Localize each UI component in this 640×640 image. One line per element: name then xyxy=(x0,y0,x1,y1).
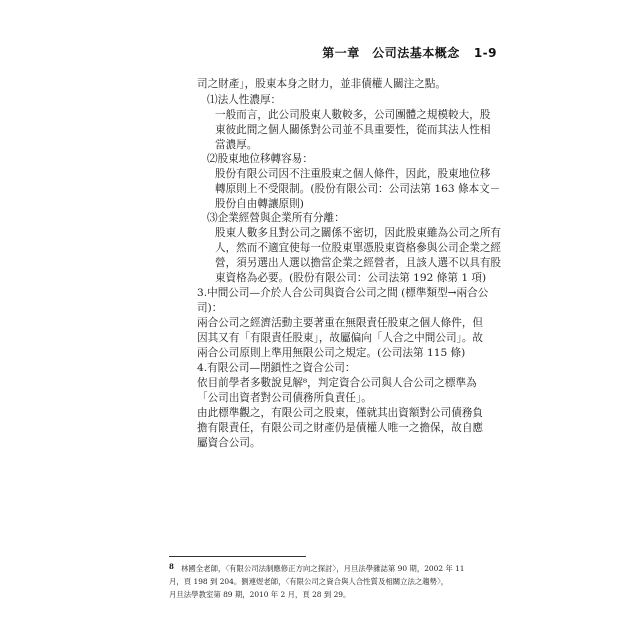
body-line: 屬資合公司。 xyxy=(197,437,261,449)
body-line: 「公司出資者對公司債務所負責任」。 xyxy=(197,392,372,404)
body-line: 依目前學者多數說見解⁸，判定資合公司與人合公司之標準為 xyxy=(197,377,477,389)
body-line: 司)： xyxy=(197,302,223,314)
footnote-line: 月旦法學教室第 89 期，2010 年 2 月，頁 28 到 29。 xyxy=(169,590,351,599)
footnote-line: 月，頁 198 到 204。劉連煜老師，〈有限公司之資合與人合性質及相關立法之趨勢〉， xyxy=(169,577,449,586)
body-line: 擔有限責任，有限公司之財產仍是債權人唯一之擔保，故自應 xyxy=(197,422,484,434)
body-line: 司之財產」，股東本身之財力，並非債權人關注之點。 xyxy=(197,78,446,90)
body-line: ⑵股東地位移轉容易： xyxy=(207,153,313,165)
body-line: 營，須另選出人選以擔當企業之經營者，且該人選不以具有股 xyxy=(215,257,502,269)
body-line: 股東人數多且對公司之關係不密切，因此股東雖為公司之所有 xyxy=(215,227,502,239)
body-line: 人，然而不適宜使每一位股東單憑股東資格參與公司企業之經 xyxy=(215,242,502,254)
footnote-divider xyxy=(169,556,306,557)
body-line: ⑴法人性濃厚： xyxy=(207,94,282,106)
footnote-marker: 8 xyxy=(169,562,174,571)
body-line: 東彼此間之個人關係對公司並不具重要性，從而其法人性相 xyxy=(215,124,491,136)
body-line: 一般而言，此公司股東人數較多，公司團體之規模較大，股 xyxy=(215,109,491,121)
chapter-title: 第一章 公司法基本概念 xyxy=(322,46,460,60)
page-number: 1-9 xyxy=(473,46,497,60)
body-line: 東資格為必要。(股份有限公司：公司法第 192 條第 1 項) xyxy=(215,272,487,284)
body-line: 因其又有「有限責任股東」，故屬偏向「人合之中間公司」。故 xyxy=(197,332,484,344)
body-line: 股份有限公司因不注重股東之個人條件，因此，股東地位移 xyxy=(215,168,491,180)
body-line: 股份自由轉讓原則) xyxy=(215,198,304,210)
body-line: ⑶企業經營與企業所有分離： xyxy=(207,212,345,224)
running-header xyxy=(322,44,497,61)
body-line: 3.中間公司—介於人合公司與資合公司之間 (標準類型→兩合公 xyxy=(197,287,489,299)
body-line: 4.有限公司—閉鎖性之資合公司： xyxy=(197,362,356,374)
body-line: 由此標準觀之，有限公司之股東，僅就其出資額對公司債務負 xyxy=(197,407,484,419)
body-line: 兩合公司原則上準用無限公司之規定。(公司法第 115 條) xyxy=(197,347,466,359)
body-line: 當濃厚。 xyxy=(215,139,258,151)
body-line: 轉原則上不受限制。(股份有限公司：公司法第 163 條本文－ xyxy=(215,183,501,195)
footnote-line: 林國全老師，〈有限公司法制應修正方向之探討〉，月旦法學雜誌第 90 期，2002 年 11 xyxy=(181,564,465,573)
body-line: 兩合公司之經濟活動主要著重在無限責任股東之個人條件，但 xyxy=(197,317,484,329)
